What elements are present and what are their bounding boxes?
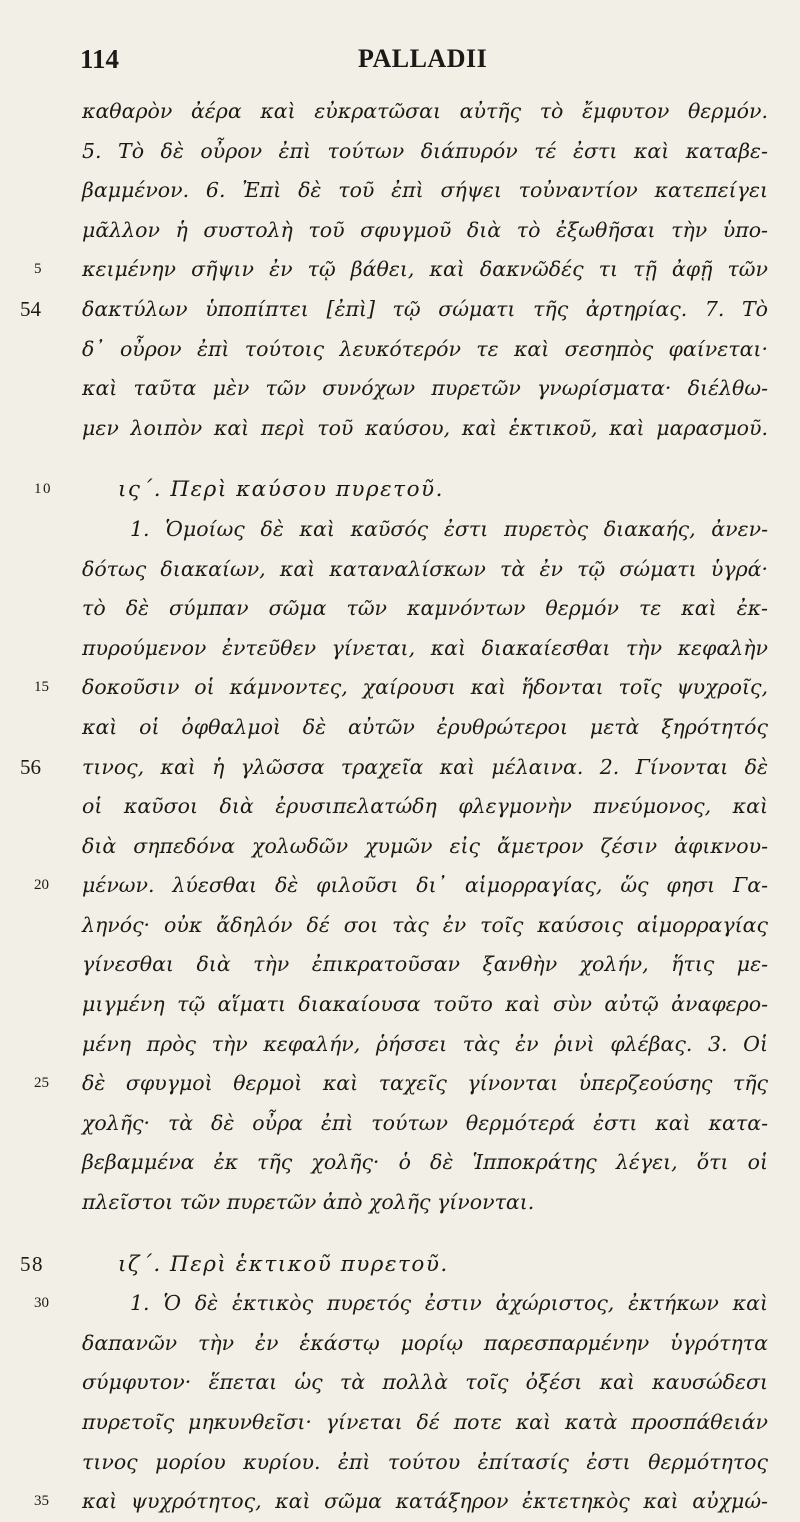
text-line — [0, 1025, 768, 1065]
text-line — [0, 1104, 768, 1144]
text-line — [0, 906, 768, 946]
line-text: δαπανῶν τὴν ἐν ἑκάστῳ μορίῳ παρεσπαρμένην ὑγρότητα — [82, 1330, 768, 1355]
line-number: 10 — [34, 481, 52, 498]
text-line — [0, 1324, 768, 1364]
text-line — [0, 668, 768, 708]
text-line — [0, 1363, 768, 1403]
line-text: τὸ δὲ σύμπαν σῶμα τῶν καμνόντων θερμόν τε καὶ ἐκ- — [82, 596, 768, 621]
line-text: μένη πρὸς τὴν κεφαλήν, ῥήσσει τὰς ἐν ῥινὶ φλέβας. 3. Οἱ — [82, 1031, 768, 1056]
text-line — [0, 290, 768, 330]
text-line — [0, 866, 768, 906]
line-text: μεν λοιπὸν καὶ περὶ τοῦ καύσου, καὶ ἑκτικοῦ, καὶ μαρασμοῦ. — [82, 415, 768, 440]
line-text: διὰ σηπεδόνα χολωδῶν χυμῶν εἰς ἄμετρον ζέσιν ἀφικνου- — [82, 833, 768, 858]
line-text: τινος μορίου κυρίου. ἐπὶ τούτου ἐπίτασίς ἐστι θερμότητος — [82, 1449, 768, 1474]
line-number: 20 — [34, 877, 49, 894]
line-number: 5 — [34, 261, 42, 278]
line-text: μιγμένη τῷ αἵματι διακαίουσα τοῦτο καὶ σὺν αὐτῷ ἀναφερο- — [82, 992, 768, 1017]
line-text: δακτύλων ὑποπίπτει [ἐπὶ] τῷ σώματι τῆς ἀρτηρίας. 7. Τὸ — [82, 296, 768, 321]
text-line — [0, 708, 768, 748]
line-text: βεβαμμένα ἐκ τῆς χολῆς· ὁ δὲ Ἱπποκράτης λέγει, ὅτι οἱ — [82, 1150, 768, 1175]
text-line — [0, 132, 768, 172]
text-line — [0, 211, 768, 251]
line-text: καὶ ψυχρότητος, καὶ σῶμα κατάξηρον ἐκτετηκὸς καὶ αὐχμώ- — [82, 1489, 768, 1514]
line-number: 35 — [34, 1493, 49, 1510]
text-line — [0, 1403, 768, 1443]
text-line — [0, 330, 768, 370]
margin-number: 54 — [20, 296, 41, 321]
text-line — [0, 369, 768, 409]
section-heading — [0, 470, 800, 510]
line-text: ις΄. Περὶ καύσου πυρετοῦ. — [118, 477, 444, 503]
line-number: 25 — [34, 1075, 49, 1092]
line-text: καὶ οἱ ὀφθαλμοὶ δὲ αὐτῶν ἐρυθρώτεροι μετὰ ξηρότητός — [82, 714, 768, 739]
text-line — [0, 92, 768, 132]
text-line — [0, 1482, 768, 1522]
text-line — [0, 827, 768, 867]
text-line — [0, 1284, 768, 1324]
line-text: καὶ ταῦτα μὲν τῶν συνόχων πυρετῶν γνωρίσματα· διέλθω- — [82, 376, 768, 401]
line-number: 15 — [34, 679, 49, 696]
line-text: δοκοῦσιν οἱ κάμνοντες, χαίρουσι καὶ ἥδονται τοῖς ψυχροῖς, — [82, 675, 768, 700]
line-text: βαμμένον. 6. Ἐπὶ δὲ τοῦ ἐπὶ σήψει τοὐναντίον κατεπείγει — [82, 178, 768, 203]
line-text: πυρούμενον ἐντεῦθεν γίνεται, καὶ διακαίεσθαι τὴν κεφαλὴν — [82, 635, 768, 660]
page-number: 114 — [80, 44, 120, 74]
section-heading — [0, 1245, 800, 1285]
line-text: οἱ καῦσοι διὰ ἐρυσιπελατώδη φλεγμονὴν πνεύμονος, καὶ — [82, 794, 768, 819]
text-line — [0, 629, 768, 669]
text-line — [0, 550, 768, 590]
line-text: ληνός· οὐκ ἄδηλόν δέ σοι τὰς ἐν τοῖς καύσοις αἱμορραγίας — [82, 912, 768, 937]
text-line — [0, 1143, 768, 1183]
text-line — [0, 787, 768, 827]
page-header — [80, 44, 740, 84]
text-line — [0, 1064, 768, 1104]
text-line — [0, 409, 768, 449]
line-text: 1. Ὁμοίως δὲ καὶ καῦσός ἐστι πυρετὸς διακαής, ἀνεν- — [130, 516, 768, 541]
text-line — [0, 250, 768, 290]
line-text: ιζ΄. Περὶ ἑκτικοῦ πυρετοῦ. — [118, 1251, 449, 1277]
line-text: γίνεσθαι διὰ τὴν ἐπικρατοῦσαν ξανθὴν χολήν, ἥτις με- — [82, 952, 768, 977]
line-text: χολῆς· τὰ δὲ οὖρα ἐπὶ τούτων θερμότερά ἐστι καὶ κατα- — [82, 1110, 768, 1135]
text-line — [0, 1183, 768, 1223]
line-text: 1. Ὁ δὲ ἑκτικὸς πυρετός ἐστιν ἀχώριστος, ἐκτήκων καὶ — [130, 1291, 768, 1316]
line-text: 5. Τὸ δὲ οὖρον ἐπὶ τούτων διάπυρόν τέ ἐστι καὶ καταβε- — [82, 138, 768, 163]
margin-number: 58 — [20, 1251, 44, 1276]
line-text: μᾶλλον ἡ συστολὴ τοῦ σφυγμοῦ διὰ τὸ ἐξωθῆσαι τὴν ὑπο- — [82, 217, 768, 242]
text-line — [0, 985, 768, 1025]
line-text: δ᾽ οὖρον ἐπὶ τούτοις λευκότερόν τε καὶ σεσηπὸς φαίνεται· — [82, 336, 768, 361]
line-text: κειμένην σῆψιν ἐν τῷ βάθει, καὶ δακνῶδές τι τῇ ἀφῇ τῶν — [82, 257, 768, 282]
text-line — [0, 945, 768, 985]
line-text: μένων. λύεσθαι δὲ φιλοῦσι δι᾽ αἱμορραγίας, ὥς φησι Γα- — [82, 873, 768, 898]
running-title: PALLADII — [358, 44, 488, 73]
margin-number: 56 — [20, 754, 41, 779]
text-line — [0, 748, 768, 788]
line-text: δότως διακαίων, καὶ καταναλίσκων τὰ ἐν τῷ σώματι ὑγρά· — [82, 556, 768, 581]
line-text: πυρετοῖς μηκυνθεῖσι· γίνεται δέ ποτε καὶ κατὰ προσπάθειάν — [82, 1410, 768, 1434]
text-line — [0, 589, 768, 629]
line-text: πλεῖστοι τῶν πυρετῶν ἀπὸ χολῆς γίνονται. — [82, 1190, 535, 1215]
text-body — [0, 92, 800, 1522]
line-number: 30 — [34, 1295, 49, 1312]
text-line — [0, 1443, 768, 1483]
text-line — [0, 510, 768, 550]
line-text: σύμφυτον· ἕπεται ὡς τὰ πολλὰ τοῖς ὀξέσι καὶ καυσώδεσι — [82, 1370, 768, 1395]
line-text: τινος, καὶ ἡ γλῶσσα τραχεῖα καὶ μέλαινα. 2. Γίνονται δὲ — [82, 754, 768, 779]
line-text: δὲ σφυγμοὶ θερμοὶ καὶ ταχεῖς γίνονται ὑπερζεούσης τῆς — [82, 1071, 768, 1096]
line-text: καθαρὸν ἀέρα καὶ εὐκρατῶσαι αὐτῆς τὸ ἔμφυτον θερμόν. — [82, 99, 768, 123]
text-line — [0, 171, 768, 211]
